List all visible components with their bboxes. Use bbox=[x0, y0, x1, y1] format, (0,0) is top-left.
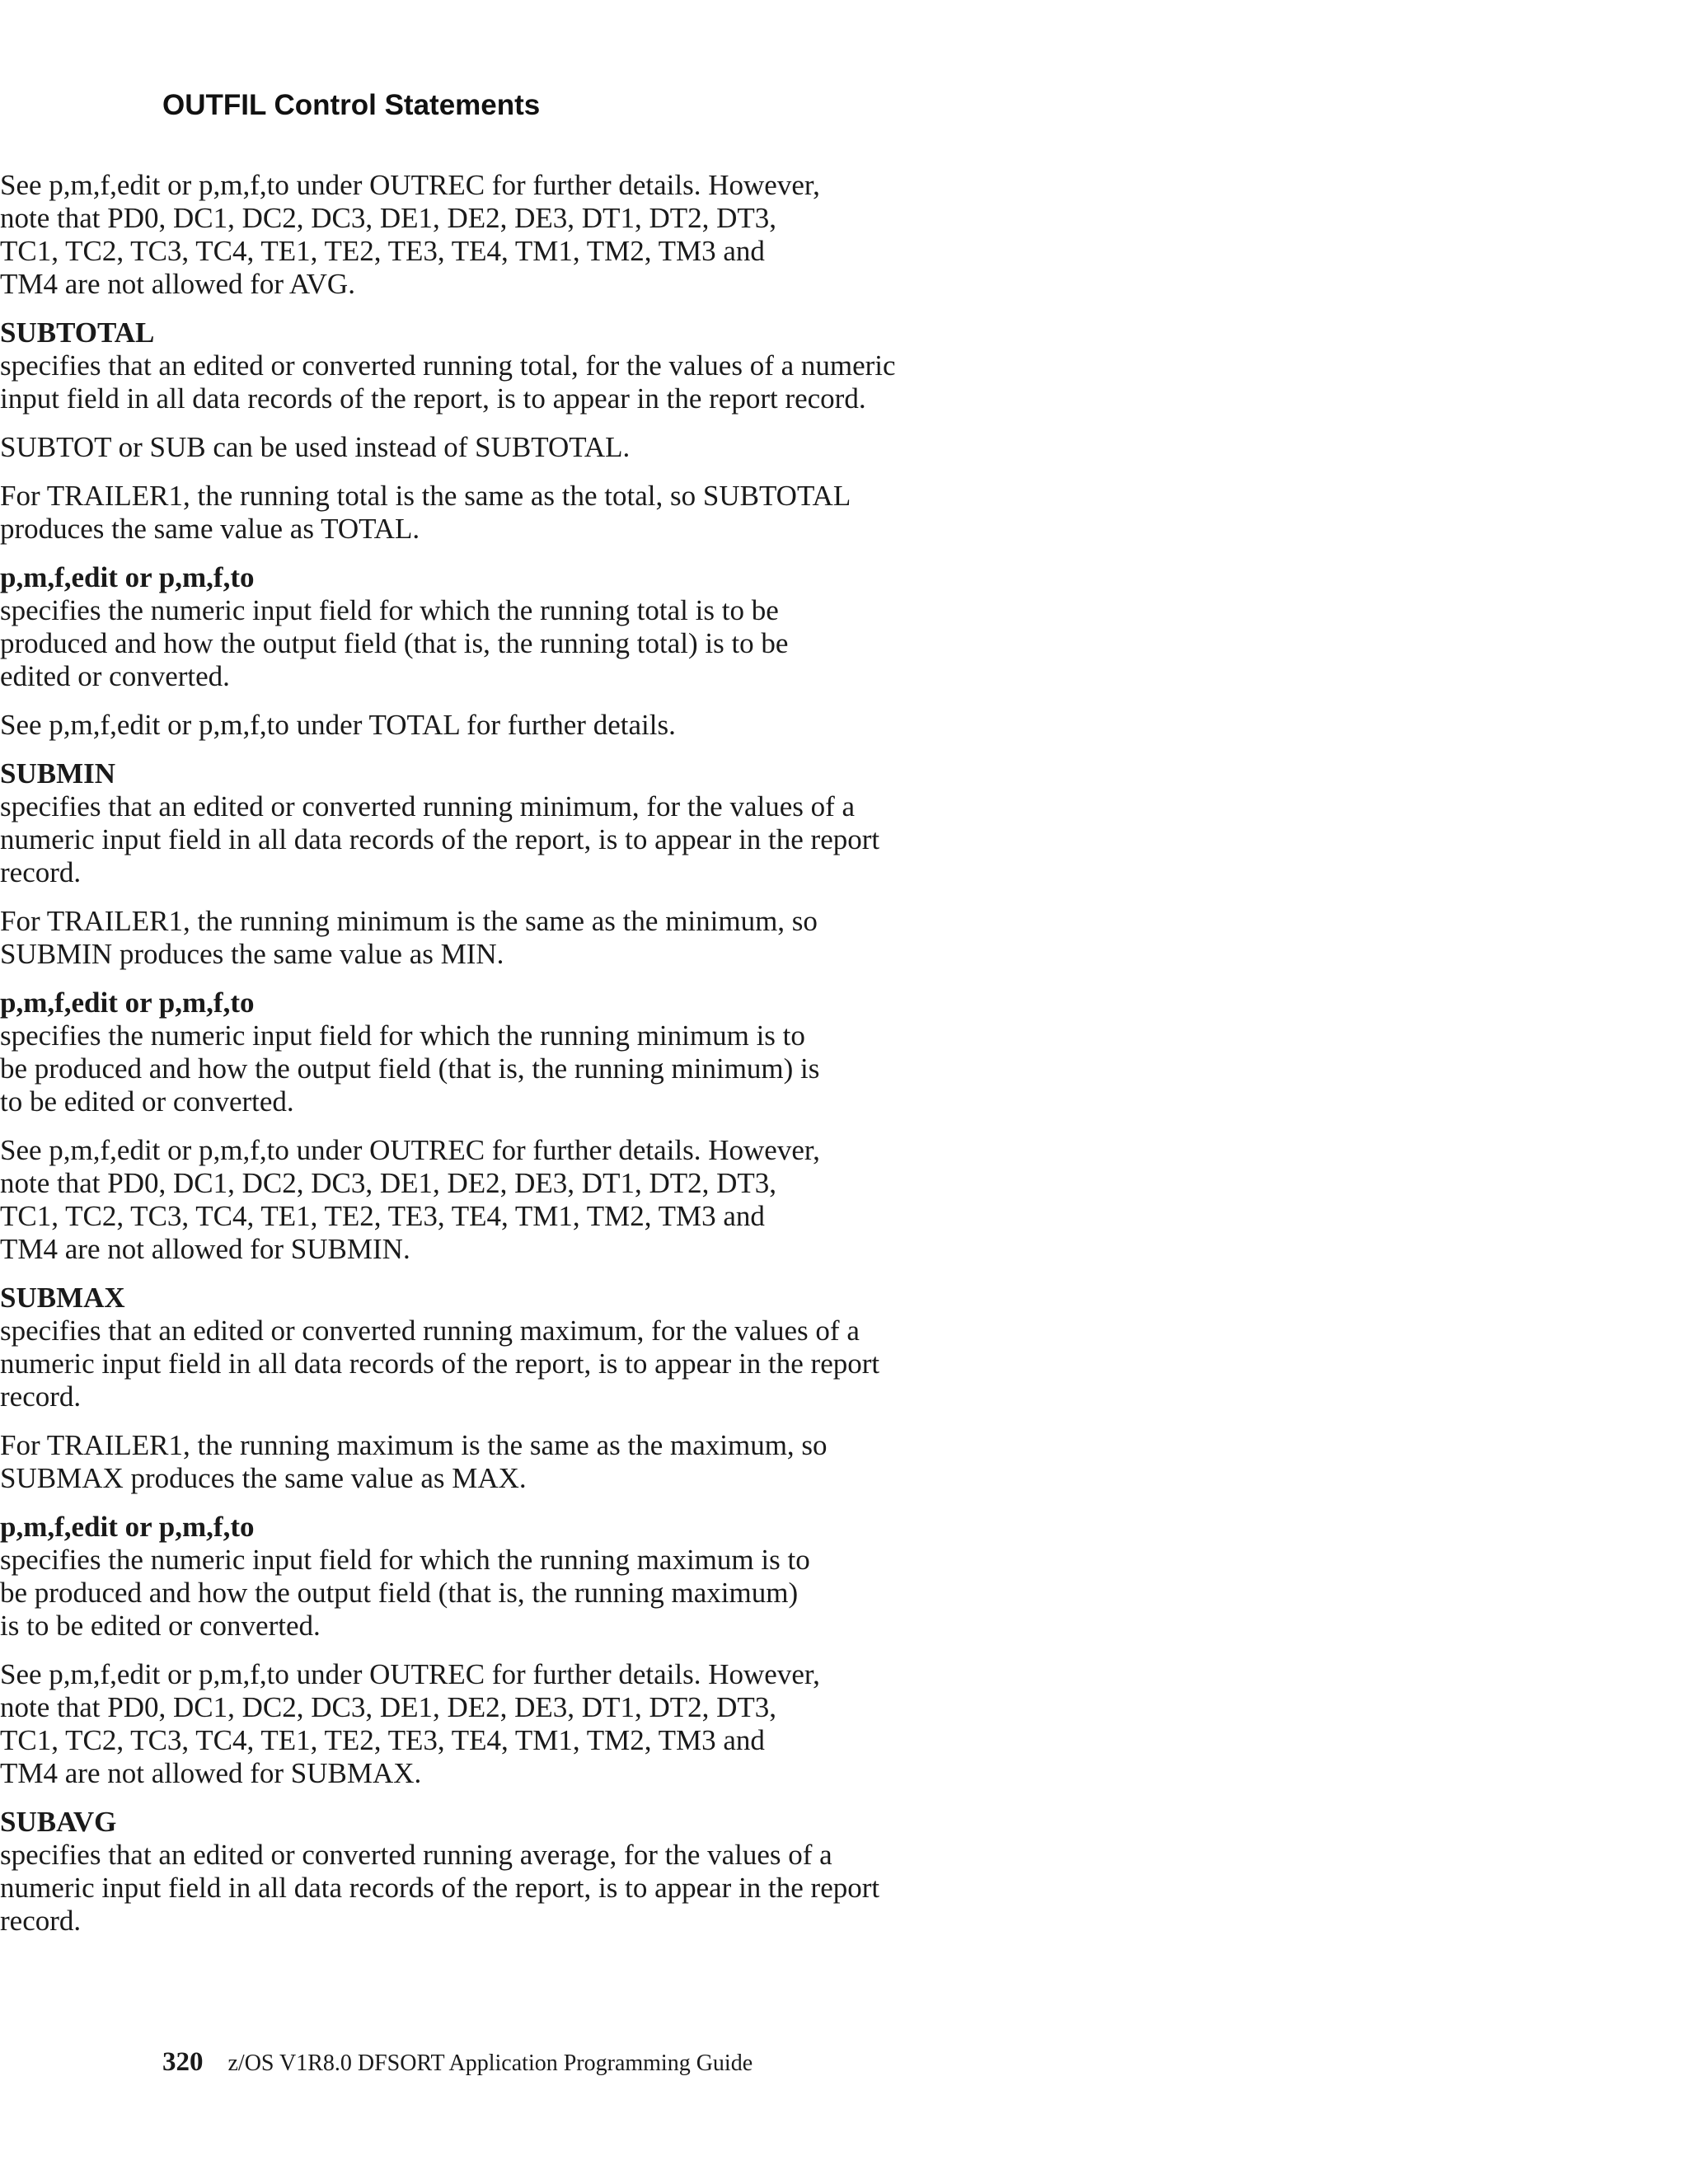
submax-param-description: specifies the numeric input field for which the running maximum is to be produced and how the output field (that is, the running maximum) is to be edited or converted. bbox=[0, 1544, 810, 1642]
submin-trailer1-note: For TRAILER1, the running minimum is the same as the minimum, so SUBMIN produces the same value as MIN. bbox=[0, 905, 818, 970]
subavg-description: specifies that an edited or converted running average, for the values of a numeric input field in all data records of the report, is to appear in the report record. bbox=[0, 1839, 880, 1937]
subtotal-alias-note: SUBTOT or SUB can be used instead of SUBTOTAL. bbox=[0, 431, 631, 463]
submax-description: specifies that an edited or converted running maximum, for the values of a numeric input field in all data records of the report, is to appear in the report record. bbox=[0, 1315, 880, 1413]
submin-param-term: p,m,f,edit or p,m,f,to bbox=[0, 987, 255, 1019]
subtotal-param-term: p,m,f,edit or p,m,f,to bbox=[0, 561, 255, 593]
term-subtotal: SUBTOTAL bbox=[0, 316, 155, 349]
submax-param-term: p,m,f,edit or p,m,f,to bbox=[0, 1511, 255, 1543]
subtotal-description: specifies that an edited or converted running total, for the values of a numeric input field in all data records of the report, is to appear in the report record. bbox=[0, 349, 896, 415]
subtotal-param-description: specifies the numeric input field for which the running total is to be produced and how the output field (that is, the running total) is to be edited or converted. bbox=[0, 594, 789, 692]
avg-edit-details: See p,m,f,edit or p,m,f,to under OUTREC for further details. However, note that PD0, DC1, DC2, DC3, DE1, DE2, DE3, DT1, DT2, DT3, TC1, TC2, TC3, TC4, TE1, TE2, TE3, TE4, TM1, TM2, TM3 and TM4 are not allowed for AVG. bbox=[0, 169, 820, 300]
term-submin: SUBMIN bbox=[0, 757, 116, 790]
page-content bbox=[0, 169, 1688, 1953]
page-number: 320 bbox=[162, 2047, 204, 2077]
submin-description: specifies that an edited or converted running minimum, for the values of a numeric input field in all data records of the report, is to appear in the report record. bbox=[0, 790, 880, 888]
subtotal-param-details: See p,m,f,edit or p,m,f,to under TOTAL for further details. bbox=[0, 709, 676, 741]
term-subavg: SUBAVG bbox=[0, 1806, 117, 1838]
term-submax: SUBMAX bbox=[0, 1282, 125, 1314]
running-header: OUTFIL Control Statements bbox=[162, 89, 541, 121]
book-title: z/OS V1R8.0 DFSORT Application Programming Guide bbox=[227, 2050, 753, 2076]
subtotal-trailer1-note: For TRAILER1, the running total is the same as the total, so SUBTOTAL produces the same value as TOTAL. bbox=[0, 480, 850, 545]
submax-param-details: See p,m,f,edit or p,m,f,to under OUTREC for further details. However, note that PD0, DC1, DC2, DC3, DE1, DE2, DE3, DT1, DT2, DT3, TC1, TC2, TC3, TC4, TE1, TE2, TE3, TE4, TM1, TM2, TM3 and TM4 are not allowed for SUBMAX. bbox=[0, 1658, 820, 1789]
submax-trailer1-note: For TRAILER1, the running maximum is the same as the maximum, so SUBMAX produces the same value as MAX. bbox=[0, 1429, 828, 1494]
submin-param-description: specifies the numeric input field for which the running minimum is to be produced and how the output field (that is, the running minimum) is to be edited or converted. bbox=[0, 1019, 820, 1118]
submin-param-details: See p,m,f,edit or p,m,f,to under OUTREC for further details. However, note that PD0, DC1, DC2, DC3, DE1, DE2, DE3, DT1, DT2, DT3, TC1, TC2, TC3, TC4, TE1, TE2, TE3, TE4, TM1, TM2, TM3 and TM4 are not allowed for SUBMIN. bbox=[0, 1134, 820, 1265]
page-footer bbox=[162, 2047, 753, 2079]
